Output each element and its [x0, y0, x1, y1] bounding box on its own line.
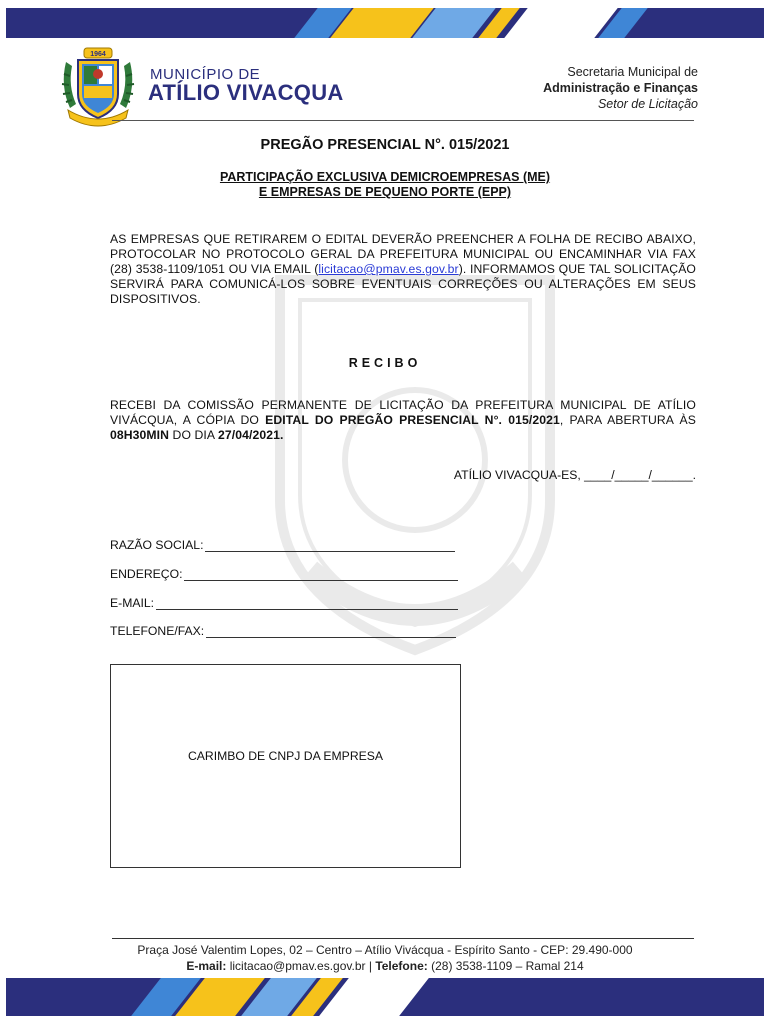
receipt-heading: RECIBO: [348, 356, 422, 370]
cnpj-stamp-box[interactable]: [110, 664, 461, 868]
cnpj-stamp-label: CARIMBO DE CNPJ DA EMPRESA: [187, 749, 384, 763]
top-band-navy: [6, 8, 764, 38]
footer-divider: [112, 938, 694, 939]
receipt-edital-ref: EDITAL DO PREGÃO PRESENCIAL N°. 015/2021: [265, 413, 560, 427]
footer-phone: (28) 3538-1109 – Ramal 214: [431, 959, 584, 973]
notice-paragraph: [110, 232, 696, 307]
address-label: ENDEREÇO:: [110, 567, 183, 581]
footer-email[interactable]: licitacao@pmav.es.gov.br: [229, 959, 366, 973]
header-divider: [112, 120, 694, 121]
document-title: PREGÃO PRESENCIAL N°. 015/2021: [260, 137, 510, 153]
company-name-label: RAZÃO SOCIAL:: [110, 538, 204, 552]
subtitle-line-1: PARTICIPAÇÃO EXCLUSIVA DEMICROEMPRESAS (ME): [219, 170, 551, 184]
receipt-text-3: DO DIA: [169, 428, 218, 442]
address-field[interactable]: [110, 567, 458, 581]
footer: [0, 942, 770, 974]
bottom-band-navy: [6, 978, 764, 1016]
signature-date-line[interactable]: ATÍLIO VIVACQUA-ES, ____/_____/______.: [453, 468, 696, 482]
phone-label: TELEFONE/FAX:: [110, 624, 205, 638]
crest-emblem-icon: [56, 44, 140, 128]
phone-field[interactable]: [110, 624, 456, 638]
top-decorative-band: [0, 0, 770, 40]
subtitle-line-2: E EMPRESAS DE PEQUENO PORTE (EPP): [258, 185, 512, 199]
email-field[interactable]: [110, 596, 458, 610]
municipality-label: MUNICÍPIO DE: [150, 66, 261, 83]
notice-text-2: ). INFORMAMOS QUE TAL SOLICITAÇÃO SERVIRÁ PARA COMUNICÁ-LOS SOBRE EVENTUAIS CORREÇÕES OU ALTERAÇÕES EM SEUS DISPOSITIVOS.: [110, 262, 697, 306]
footer-email-label: E-mail:: [186, 959, 227, 973]
secretariat-block: [543, 64, 698, 112]
footer-separator: |: [368, 959, 372, 973]
footer-contact: [0, 958, 770, 974]
company-name-field[interactable]: [110, 538, 455, 552]
footer-address: Praça José Valentim Lopes, 02 – Centro – Atílio Vivácqua - Espírito Santo - CEP: 29.490-000: [137, 943, 633, 957]
sector-line: Setor de Licitação: [597, 97, 698, 111]
email-blank[interactable]: [156, 598, 458, 610]
phone-blank[interactable]: [206, 626, 456, 638]
receipt-time: 08H30MIN: [110, 428, 170, 442]
footer-phone-label: Telefone:: [375, 959, 428, 973]
bottom-decorative-band: [0, 978, 770, 1018]
receipt-text-1: RECEBI DA COMISSÃO PERMANENTE DE LICITAÇÃO DA PREFEITURA MUNICIPAL DE ATÍLIO VIVÁCQUA, A CÓPIA DO: [110, 398, 696, 427]
document-subtitle: [0, 170, 770, 200]
notice-text-1: AS EMPRESAS QUE RETIRAREM O EDITAL DEVERÃO PREENCHER A FOLHA DE RECIBO ABAIXO, PROTOCOLAR NO PROTOCOLO GERAL DA PREFEITURA MUNICIPAL OU ENCAMINHAR VIA FAX (28) 3538-1109/1051 OU VIA EMAIL (: [110, 232, 696, 276]
address-blank[interactable]: [184, 569, 458, 581]
receipt-date: 27/04/2021.: [217, 428, 284, 442]
receipt-paragraph: [110, 398, 696, 443]
company-name-blank[interactable]: [205, 540, 455, 552]
secretariat-line: Secretaria Municipal de: [567, 65, 698, 79]
department-line: Administração e Finanças: [543, 81, 698, 95]
notice-email-link[interactable]: licitacao@pmav.es.gov.br: [318, 262, 459, 276]
municipality-name: ATÍLIO VIVACQUA: [148, 80, 344, 105]
receipt-text-2: , PARA ABERTURA ÀS: [559, 413, 696, 427]
email-label: E-MAIL:: [110, 596, 155, 610]
crest-year: 1964: [90, 51, 106, 58]
